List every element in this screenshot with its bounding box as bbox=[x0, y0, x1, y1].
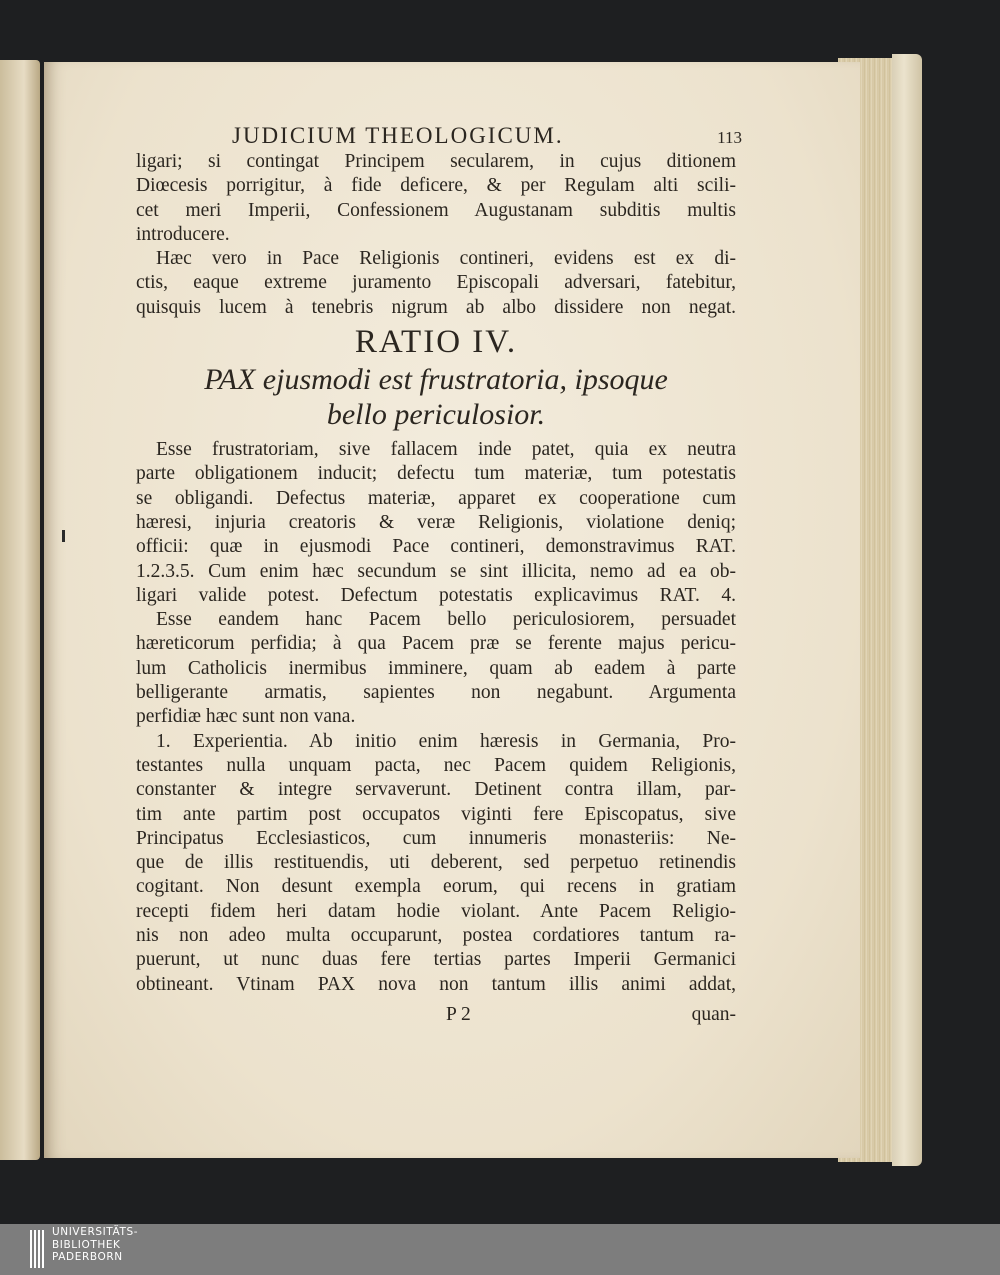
book-cover-edge bbox=[892, 54, 922, 1166]
text-line: tim ante partim post occupatos viginti fere Episcopatus, sive bbox=[136, 803, 736, 825]
text-line: Esse frustratoriam, sive fallacem inde patet, quia ex neutra bbox=[156, 439, 736, 461]
text-line: ligari; si contingat Principem secularem, in cujus ditionem bbox=[136, 151, 736, 172]
text-line: belligerante armatis, sapientes non negabunt. Argumenta bbox=[136, 682, 736, 704]
text-line: Diœcesis porrigitur, à fide deficere, & per Regulam alti scili- bbox=[136, 175, 736, 197]
library-footer-bar bbox=[0, 1224, 1000, 1275]
text-line: hæreticorum perfidia; à qua Pacem præ se ferente majus pericu- bbox=[136, 633, 736, 655]
text-line: parte obligationem inducit; defectu tum materiæ, tum potestatis bbox=[136, 463, 736, 485]
running-head bbox=[136, 123, 742, 150]
library-name bbox=[52, 1226, 138, 1264]
library-logo-icon bbox=[30, 1230, 44, 1268]
page-number: 113 bbox=[717, 128, 742, 147]
section-subtitle-line: bello periculosior. bbox=[326, 398, 546, 432]
signature-mark: P 2 bbox=[446, 1003, 471, 1025]
text-line: quisquis lucem à tenebris nigrum ab albo dissidere non negat. bbox=[136, 296, 736, 318]
facing-page-edge bbox=[0, 60, 40, 1160]
text-line: se obligandi. Defectus materiæ, apparet ex cooperatione cum bbox=[136, 487, 736, 509]
text-line: perfidiæ hæc sunt non vana. bbox=[136, 706, 356, 728]
library-name-line: BIBLIOTHEK bbox=[52, 1238, 121, 1251]
text-line: hæresi, injuria creatoris & veræ Religionis, violatione deniq; bbox=[136, 511, 736, 533]
text-line: 1.2.3.5. Cum enim hæc secundum se sint illicita, nemo ad ea ob- bbox=[136, 560, 736, 582]
text-line: cet meri Imperii, Confessionem Augustanam subditis multis bbox=[136, 199, 736, 221]
section-subtitle-line: PAX ejusmodi est frustratoria, ipsoque bbox=[204, 363, 668, 397]
text-line: Esse eandem hanc Pacem bello periculosiorem, persuadet bbox=[156, 609, 736, 631]
text-line: que de illis restituendis, uti deberent, sed perpetuo retinendis bbox=[136, 852, 736, 874]
text-line: Hæc vero in Pace Religionis contineri, evidens est ex di- bbox=[156, 248, 736, 270]
text-line: officii: quæ in ejusmodi Pace contineri, demonstravimus RAT. bbox=[136, 536, 736, 558]
text-line: constanter & integre servaverunt. Detinent contra illam, par- bbox=[136, 779, 736, 801]
running-head-title: JUDICIUM THEOLOGICUM. bbox=[232, 123, 564, 148]
text-line: recepti fidem heri datam hodie violant. Ante Pacem Religio- bbox=[136, 900, 736, 922]
text-line: ctis, eaque extreme juramento Episcopali adversari, fatebitur, bbox=[136, 272, 736, 294]
text-line: puerunt, ut nunc duas fere tertias partes Imperii Germanici bbox=[136, 949, 736, 971]
library-name-line: UNIVERSITÄTS- bbox=[52, 1226, 139, 1238]
text-line: testantes nulla unquam pacta, nec Pacem quidem Religionis, bbox=[136, 754, 736, 776]
text-line: introducere. bbox=[136, 223, 230, 245]
catchword: quan- bbox=[691, 1003, 736, 1025]
text-line: nis non adeo multa occuparunt, postea cordatiores tantum ra- bbox=[136, 925, 736, 947]
gutter-mark bbox=[62, 530, 65, 542]
text-line: obtineant. Vtinam PAX nova non tantum illis animi addat, bbox=[136, 973, 736, 995]
text-line: 1. Experientia. Ab initio enim hæresis in Germania, Pro- bbox=[156, 730, 736, 752]
text-line: cogitant. Non desunt exempla eorum, qui recens in gratiam bbox=[136, 876, 736, 898]
page-text bbox=[136, 123, 742, 1029]
text-line: Principatus Ecclesiasticos, cum innumeris monasteriis: Ne- bbox=[136, 827, 736, 849]
text-line: ligari valide potest. Defectum potestatis explicavimus RAT. 4. bbox=[136, 584, 736, 606]
text-line: lum Catholicis inermibus imminere, quam ab eadem à parte bbox=[136, 657, 736, 679]
page-footer-line bbox=[136, 1003, 736, 1029]
section-title: RATIO IV. bbox=[354, 324, 518, 361]
library-name-line: PADERBORN bbox=[52, 1251, 123, 1263]
